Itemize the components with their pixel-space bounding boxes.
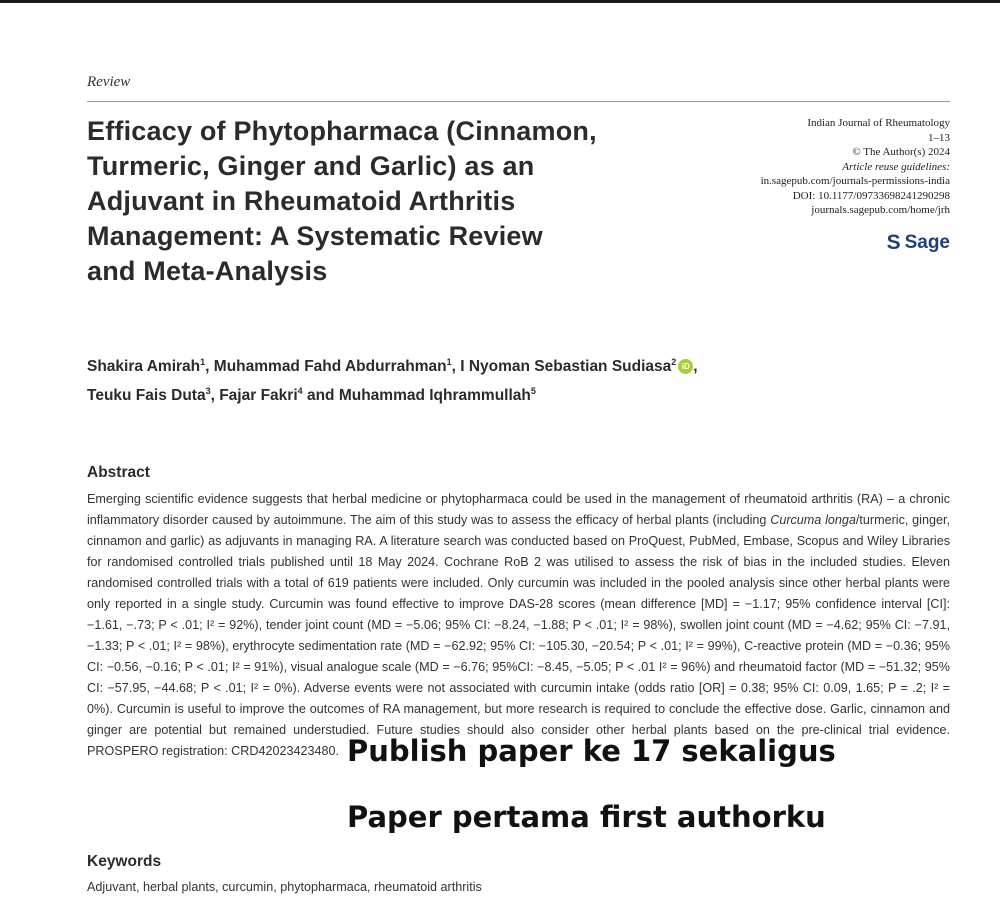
keywords-heading: Keywords xyxy=(87,853,162,870)
sage-s-icon: S xyxy=(886,231,901,254)
abstract-text xyxy=(87,489,950,762)
abstract-part: /turmeric, ginger, cinnamon and garlic) as adjuvants in managing RA. A literature search was conducted based on ProQuest, PubMed, Embase, Scopus and Wiley Libraries for randomised controlled trials published until 18 May 2024. Cochrane RoB 2 was utilised to assess the risk of bias in the included studies. Eleven randomised controlled trials with a total of 619 patients were included. Only curcumin was included in the pooled analysis since other herbal plants were only reported in a single study. Curcumin was found effective to improve DAS-28 scores (mean difference [MD] = −1.17; 95% confidence interval [CI]: −1.61, −.73; P < .01; I² = 92%), tender joint count (MD = −5.06; 95% CI: −8.24, −1.88; P < .01; I² = 98%), swollen joint count (MD = −4.62; 95% CI: −7.91, −1.33; P < .01; I² = 98%), erythrocyte sedimentation rate (MD = −62.92; 95% CI: −105.30, −20.54; P < .01; I² = 99%), C-reactive protein (MD = −0.36; 95% CI: −0.56, −0.16; P < .01; I² = 91%), visual analogue scale (MD = −6.76; 95%CI: −8.45, −5.05; P < .01 I² = 96%) and rheumatoid factor (MD = −51.32; 95% CI: −57.95, −44.68; P < .01; I² = 0%). Adverse events were not associated with curcumin intake (odds ratio [OR] = 0.38; 95% CI: 0.09, 1.65; P = .2; I² = 0%). Curcumin is useful to improve the outcomes of RA management, but more research is required to conclude the effective dose. Garlic, cinnamon and ginger are potential but remained understudied. Future studies should also consider other herbal plants based on the pre-clinical trial evidence. PROSPERO registration: CRD42023423480. xyxy=(87,513,950,758)
affiliation-mark: 1 xyxy=(446,357,452,367)
conjunction: and xyxy=(306,387,335,405)
keywords-text: Adjuvant, herbal plants, curcumin, phytopharmaca, rheumatoid arthritis xyxy=(87,880,482,894)
doi[interactable]: DOI: 10.1177/09733698241290298 xyxy=(792,189,950,202)
top-edge-bar xyxy=(0,0,1000,3)
author-name: Fajar Fakri xyxy=(219,387,298,405)
header-divider xyxy=(87,101,950,102)
copyright: © The Author(s) 2024 xyxy=(852,146,950,158)
affiliation-mark: 5 xyxy=(530,386,536,397)
author-name: Muhammad Iqhrammullah xyxy=(338,387,531,405)
article-type-label: Review xyxy=(87,74,131,90)
author-name: I Nyoman Sebastian Sudiasa xyxy=(460,358,672,376)
author-name: Shakira Amirah xyxy=(87,358,201,376)
overlay-caption-line-1: Publish paper ke 17 sekaligus xyxy=(347,734,836,768)
journal-metadata xyxy=(761,116,950,218)
author-name: Muhammad Fahd Abdurrahman xyxy=(213,358,447,376)
reuse-link[interactable]: in.sagepub.com/journals-permissions-india xyxy=(760,175,950,187)
article-title xyxy=(87,114,647,289)
abstract-part: Emerging scientific evidence suggests that herbal medicine or phytopharmaca could be used in the management of rheumatoid arthritis (RA) – a chronic inflammatory disorder caused by autoimmune. The aim of this study was to assess the efficacy of herbal plants (including xyxy=(87,492,950,527)
affiliation-mark: 2 xyxy=(671,357,677,367)
affiliation-mark: 3 xyxy=(205,386,211,397)
page-range: 1–13 xyxy=(928,131,950,144)
abstract-italic: Curcuma longa xyxy=(770,513,856,527)
title-line: Efficacy of Phytopharmaca (Cinnamon, xyxy=(87,116,597,146)
title-line: and Meta-Analysis xyxy=(87,256,328,286)
author-list: Shakira Amirah$^1$, Muhammad Fahd Abdurrahman$^1$, I Nyoman Sebastian Sudiasa$^2$ iD , Teuku Fais Duta$^3$, Fajar Fakri$^4$ and Muhammad Iqhrammullah$^5$ xyxy=(87,357,698,405)
reuse-label: Article reuse guidelines: xyxy=(842,160,950,173)
affiliation-mark: 1 xyxy=(200,357,206,367)
orcid-icon[interactable]: iD xyxy=(678,359,693,374)
journal-name: Indian Journal of Rheumatology xyxy=(807,117,950,129)
affiliation-mark: 4 xyxy=(297,386,303,397)
publisher-name: Sage xyxy=(904,232,950,253)
publisher-logo xyxy=(887,231,950,255)
overlay-caption-line-2: Paper pertama first authorku xyxy=(347,800,826,834)
title-line: Adjuvant in Rheumatoid Arthritis xyxy=(87,186,516,216)
title-line: Management: A Systematic Review xyxy=(87,221,543,251)
abstract-heading: Abstract xyxy=(87,464,150,481)
title-line: Turmeric, Ginger and Garlic) as an xyxy=(87,151,535,181)
journal-homepage[interactable]: journals.sagepub.com/home/jrh xyxy=(811,204,950,216)
author-name: Teuku Fais Duta xyxy=(87,387,206,405)
